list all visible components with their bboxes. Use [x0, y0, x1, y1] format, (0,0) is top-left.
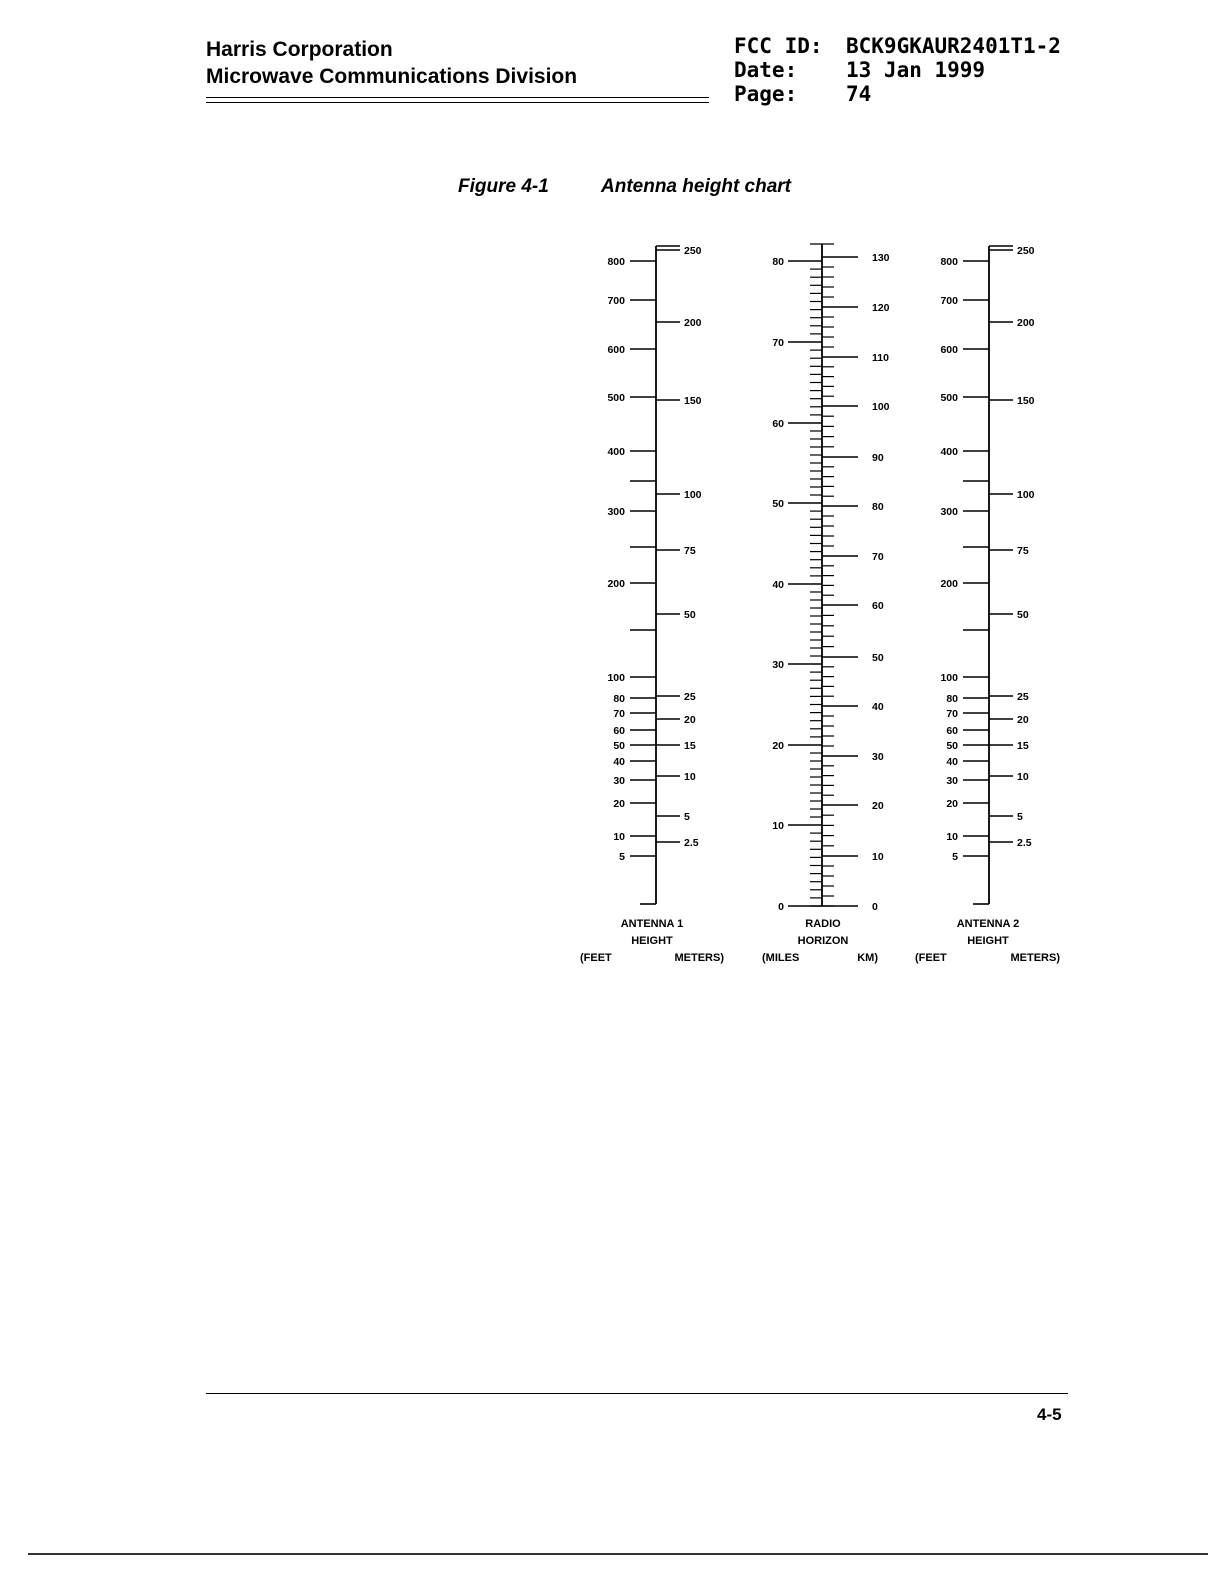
antenna2-feet-label: 800 — [940, 256, 958, 268]
header-rule-top — [206, 97, 709, 98]
antenna1-feet-label: 60 — [613, 725, 625, 737]
antenna1-caption-line1: ANTENNA 1 — [620, 918, 684, 930]
antenna2-feet-label: 20 — [946, 798, 958, 810]
antenna1-feet-label: 20 — [613, 798, 625, 810]
horizon-miles-label: 20 — [772, 740, 784, 752]
antenna2-caption-line2: HEIGHT — [967, 935, 1009, 947]
antenna2-feet-label: 70 — [946, 708, 958, 720]
antenna1-meters-label: 75 — [684, 545, 696, 557]
antenna1-feet-label: 40 — [613, 756, 625, 768]
antenna1-meters-label: 15 — [684, 740, 696, 752]
horizon-km-label: 120 — [872, 302, 890, 314]
antenna1-meters-label: 20 — [684, 714, 696, 726]
antenna2-meters-label: 2.5 — [1017, 837, 1032, 849]
antenna-height-nomogram — [560, 230, 1080, 970]
horizon-km-label: 10 — [872, 851, 884, 863]
horizon-unit-left: (MILES — [762, 952, 800, 964]
horizon-km-label: 80 — [872, 501, 884, 513]
antenna1-feet-label: 5 — [619, 851, 625, 863]
header-company-block — [206, 36, 577, 90]
antenna1-meters-label: 200 — [684, 317, 702, 329]
horizon-km-label: 110 — [872, 352, 889, 364]
antenna1-feet-label: 10 — [613, 831, 625, 843]
antenna1-meters-label: 2.5 — [684, 837, 699, 849]
antenna1-unit-left: (FEET — [580, 952, 612, 964]
antenna2-meters-label: 100 — [1017, 489, 1035, 501]
horizon-caption-line2: HORIZON — [797, 935, 849, 947]
page-label: Page: — [734, 82, 798, 106]
antenna1-meters-label: 25 — [684, 691, 696, 703]
horizon-miles-label: 60 — [772, 418, 784, 430]
page-row — [734, 82, 1061, 106]
antenna1-meters-label: 10 — [684, 771, 696, 783]
horizon-miles-label: 50 — [772, 498, 784, 510]
division-name: Microwave Communications Division — [206, 65, 578, 88]
antenna2-unit-left: (FEET — [915, 952, 947, 964]
antenna2-feet-label: 200 — [940, 578, 958, 590]
page-value: 74 — [846, 82, 872, 106]
figure-title: Antenna height chart — [601, 176, 792, 197]
antenna1-feet-label: 50 — [613, 740, 625, 752]
antenna1-feet-label: 100 — [607, 672, 625, 684]
horizon-miles-label: 80 — [772, 256, 784, 268]
horizon-km-label: 0 — [872, 901, 878, 913]
antenna1-feet-label: 300 — [607, 506, 625, 518]
horizon-miles-label: 0 — [778, 901, 784, 913]
company-name: Harris Corporation — [206, 38, 393, 61]
antenna1-feet-label: 800 — [607, 256, 625, 268]
antenna2-feet-label: 300 — [940, 506, 958, 518]
bottom-edge-rule — [28, 1553, 1208, 1555]
antenna1-meters-label: 250 — [684, 245, 702, 257]
header-info-block — [734, 34, 1061, 106]
horizon-km-label: 50 — [872, 652, 884, 664]
antenna1-feet-label: 600 — [607, 344, 625, 356]
antenna2-meters-label: 10 — [1017, 771, 1029, 783]
antenna2-feet-label: 50 — [946, 740, 958, 752]
antenna1-meters-label: 5 — [684, 811, 690, 823]
date-row — [734, 58, 1061, 82]
horizon-km-label: 40 — [872, 701, 884, 713]
antenna2-caption-line1: ANTENNA 2 — [956, 918, 1020, 930]
antenna1-feet-label: 70 — [613, 708, 625, 720]
horizon-km-label: 30 — [872, 751, 884, 763]
antenna1-meters-label: 100 — [684, 489, 702, 501]
antenna1-feet-label: 80 — [613, 693, 625, 705]
antenna2-meters-label: 25 — [1017, 691, 1029, 703]
horizon-miles-label: 30 — [772, 659, 784, 671]
antenna2-meters-label: 75 — [1017, 545, 1029, 557]
horizon-miles-label: 10 — [772, 820, 784, 832]
horizon-unit-right: KM) — [857, 952, 878, 964]
antenna1-feet-label: 500 — [607, 392, 625, 404]
horizon-miles-label: 70 — [772, 337, 784, 349]
horizon-km-label: 90 — [872, 452, 884, 464]
horizon-km-label: 70 — [872, 551, 884, 563]
fcc-id-label: FCC ID: — [734, 34, 823, 58]
date-value: 13 Jan 1999 — [846, 58, 986, 82]
antenna2-meters-label: 250 — [1017, 245, 1035, 257]
antenna2-feet-label: 30 — [946, 775, 958, 787]
antenna1-feet-label: 700 — [607, 295, 625, 307]
antenna2-meters-label: 150 — [1017, 395, 1035, 407]
antenna2-feet-label: 80 — [946, 693, 958, 705]
horizon-km-label: 60 — [872, 600, 884, 612]
page-number: 4-5 — [1037, 1405, 1062, 1424]
horizon-caption-line1: RADIO — [805, 918, 841, 930]
antenna2-feet-label: 700 — [940, 295, 958, 307]
antenna1-meters-label: 50 — [684, 609, 696, 621]
antenna1-unit-right: METERS) — [674, 952, 724, 964]
antenna1-feet-label: 200 — [607, 578, 625, 590]
horizon-miles-label: 40 — [772, 579, 784, 591]
antenna2-feet-label: 600 — [940, 344, 958, 356]
antenna2-feet-label: 40 — [946, 756, 958, 768]
antenna2-meters-label: 200 — [1017, 317, 1035, 329]
date-label: Date: — [734, 58, 798, 82]
horizon-km-label: 20 — [872, 800, 884, 812]
antenna1-meters-label: 150 — [684, 395, 702, 407]
header-rule-bottom — [206, 102, 709, 103]
antenna1-feet-label: 30 — [613, 775, 625, 787]
fcc-id-value: BCK9GKAUR2401T1-2 — [846, 34, 1061, 58]
antenna2-feet-label: 60 — [946, 725, 958, 737]
antenna2-meters-label: 50 — [1017, 609, 1029, 621]
footer-rule — [206, 1393, 1068, 1394]
antenna2-feet-label: 10 — [946, 831, 958, 843]
antenna1-caption-line2: HEIGHT — [631, 935, 673, 947]
horizon-km-label: 100 — [872, 401, 890, 413]
antenna2-feet-label: 400 — [940, 446, 958, 458]
antenna2-meters-label: 15 — [1017, 740, 1029, 752]
antenna2-feet-label: 500 — [940, 392, 958, 404]
horizon-km-label: 130 — [872, 252, 890, 264]
antenna2-meters-label: 5 — [1017, 811, 1023, 823]
antenna2-unit-right: METERS) — [1010, 952, 1060, 964]
antenna2-feet-label: 100 — [940, 672, 958, 684]
figure-number: Figure 4-1 — [458, 176, 549, 197]
antenna2-meters-label: 20 — [1017, 714, 1029, 726]
fcc-id-row — [734, 34, 1061, 58]
antenna2-feet-label: 5 — [952, 851, 958, 863]
antenna1-feet-label: 400 — [607, 446, 625, 458]
